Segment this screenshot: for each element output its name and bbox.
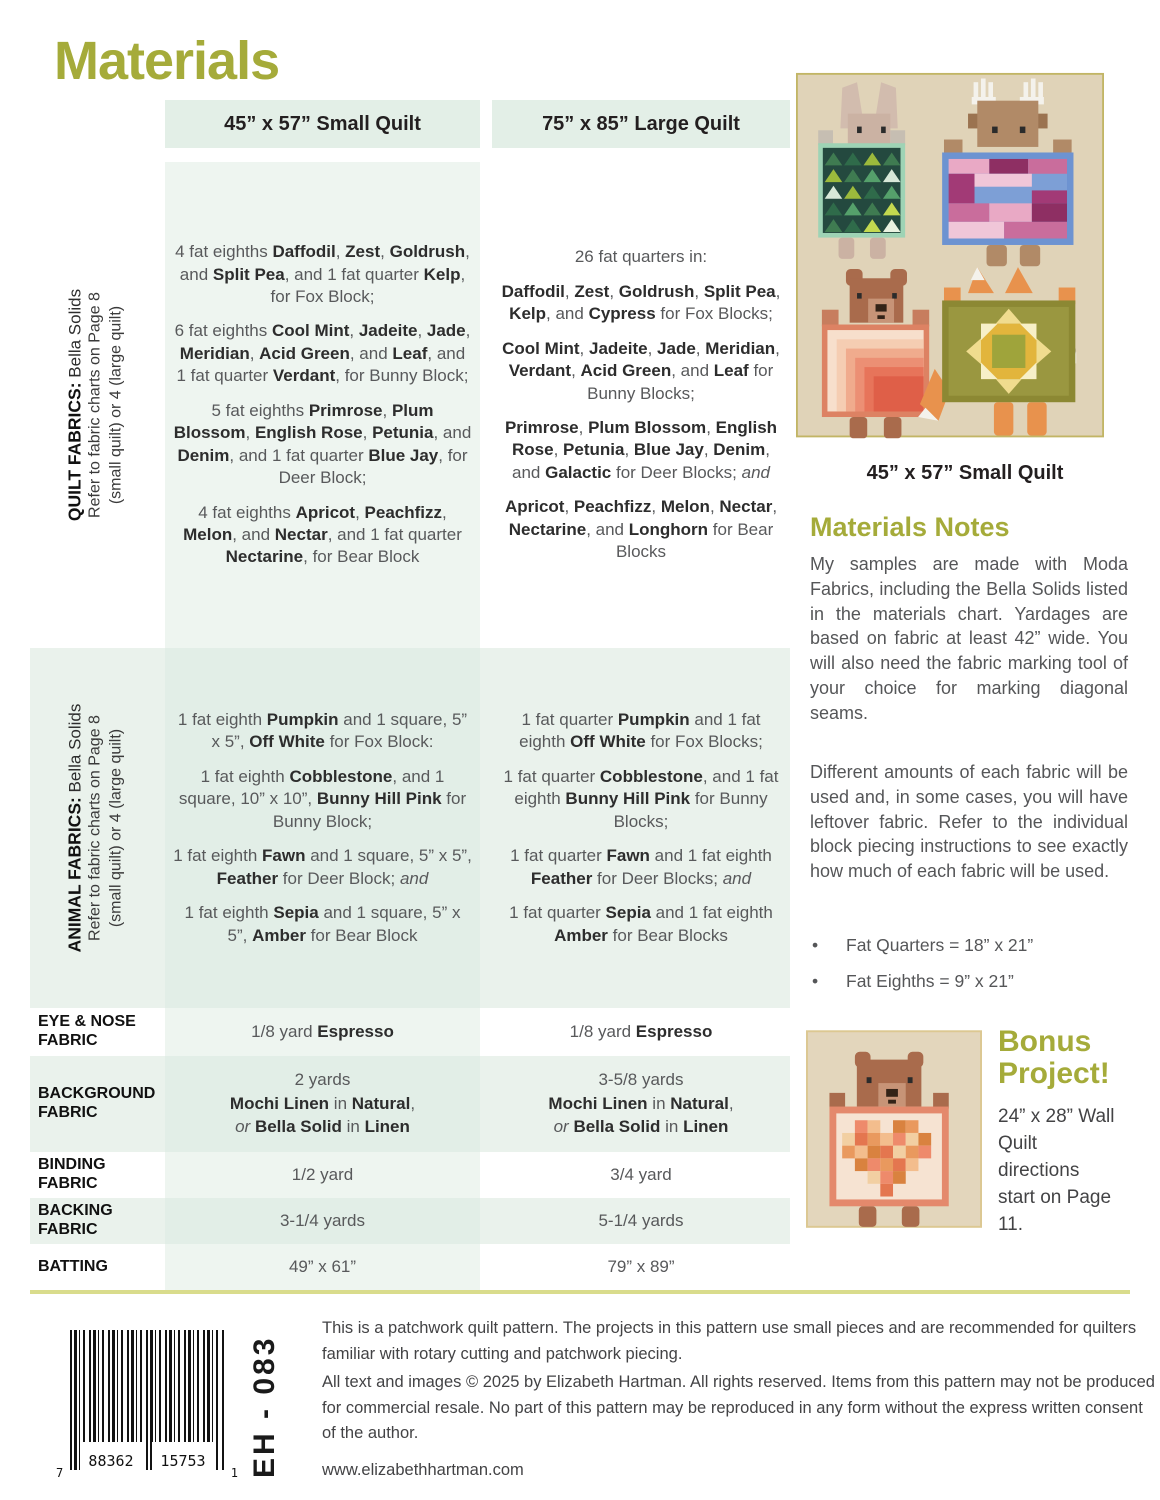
- footer-copyright: All text and images © 2025 by Elizabeth Hartman. All rights reserved. Items from this pattern may not be produced for commercial resale. No part of this pattern may be reproduced in any form without the express written consent of the author.: [322, 1373, 1155, 1443]
- cell-backing-small: 3-1/4 yards: [165, 1198, 480, 1244]
- website-link: www.elizabethhartman.com: [322, 1461, 524, 1479]
- cell-background-large: 3-5/8 yards Mochi Linen in Natural, or Bella Solid in Linen: [548, 1070, 734, 1137]
- bullet-fat-quarters: • Fat Quarters = 18” x 21”: [812, 935, 1034, 955]
- barcode: [56, 1330, 240, 1480]
- cell-background-small: 2 yards Mochi Linen in Natural, or Bella Solid in Linen: [165, 1056, 480, 1152]
- small-quilt-caption: 45” x 57” Small Quilt: [866, 462, 1064, 484]
- cell-binding-small: 1/2 yard: [165, 1152, 480, 1198]
- row-label-backing-fabric: BACKING FABRIC: [38, 1202, 113, 1238]
- cell-eye-nose-large: 1/8 yard Espresso: [569, 1021, 713, 1041]
- row-group-label-animal-fabrics: ANIMAL FABRICS: Bella Solids Refer to fabric charts on Page 8 (small quilt) or 4 (large quilt): [64, 703, 125, 953]
- row-label-eye-nose-fabric: EYE & NOSE FABRIC: [38, 1013, 136, 1049]
- bonus-project-title: Bonus Project!: [998, 1025, 1110, 1091]
- small-quilt-image: [796, 58, 1104, 456]
- row-label-background-fabric: BACKGROUND FABRIC: [38, 1085, 156, 1121]
- bonus-project-text: 24” x 28” Wall Quilt directions start on Page 11.: [998, 1106, 1115, 1235]
- footer-description: This is a patchwork quilt pattern. The projects in this pattern use small pieces and are recommended for quilters familiar with rotary cutting and patchwork piecing.: [322, 1319, 1137, 1363]
- barcode-digits-group1: 88362: [80, 1442, 142, 1470]
- pattern-code: EH - 083: [248, 1335, 281, 1478]
- bonus-project-image: [806, 1030, 982, 1232]
- cell-batting-large: 79” x 89”: [607, 1257, 675, 1277]
- cell-animal-fabrics-small: 1 fat eighth Pumpkin and 1 square, 5” x 5”, Off White for Fox Block: 1 fat eighth Cobblestone, and 1 square, 10” x 10”, Bunny Hill Pink for Bunny Block; 1 fat eighth Fawn and 1 square, 5” x 5”, Feather for Deer Block; and 1 fat eighth Sepia and 1 square, 5” x 5”, Amber for Bear Block: [165, 648, 480, 1008]
- column-header-large-quilt: 75” x 85” Large Quilt: [492, 100, 790, 148]
- cell-batting-small: 49” x 61”: [165, 1244, 480, 1291]
- materials-notes-paragraph-1: My samples are made with Moda Fabrics, including the Bella Solids listed in the materials chart. Yardages are based on fabric at least 42” wide. You will also need the fabric marking tool of your choice for marking diagonal seams.: [810, 554, 1128, 723]
- cell-backing-large: 5-1/4 yards: [598, 1210, 684, 1230]
- row-group-label-quilt-fabrics: QUILT FABRICS: Bella Solids Refer to fabric charts on Page 8 (small quilt) or 4 (large quilt): [64, 288, 125, 522]
- bullet-icon: •: [812, 971, 819, 991]
- cell-eye-nose-small: 1/8 yard Espresso: [165, 1008, 480, 1056]
- barcode-digits-group2: 15753: [152, 1442, 214, 1470]
- column-header-small-quilt: 45” x 57” Small Quilt: [165, 100, 480, 148]
- row-label-binding-fabric: BINDING FABRIC: [38, 1156, 106, 1192]
- barcode-digit-right: 1: [230, 1466, 238, 1480]
- row-label-batting: BATTING: [38, 1258, 108, 1276]
- footer-divider: [30, 1290, 1130, 1294]
- page-title: Materials: [54, 31, 280, 91]
- bullet-fat-eighths: • Fat Eighths = 9” x 21”: [812, 971, 1014, 991]
- materials-notes-paragraph-2: Different amounts of each fabric will be used and, in some cases, you will have leftover fabric. Refer to the individual block piecing instructions to see exactly how much of each fabric will be used.: [810, 762, 1128, 882]
- cell-animal-fabrics-large: 1 fat quarter Pumpkin and 1 fat eighth Off White for Fox Blocks; 1 fat quarter Cobblestone, and 1 fat eighth Bunny Hill Pink for Bunny Blocks; 1 fat quarter Fawn and 1 fat eighth Feather for Deer Blocks; and 1 fat quarter Sepia and 1 fat eighth Amber for Bear Blocks: [503, 710, 779, 945]
- cell-binding-large: 3/4 yard: [610, 1164, 672, 1184]
- bullet-icon: •: [812, 935, 819, 955]
- cell-quilt-fabrics-large: 26 fat quarters in: Daffodil, Zest, Goldrush, Split Pea, Kelp, and Cypress for Fox Blocks; Cool Mint, Jadeite, Jade, Meridian, Verdant, Acid Green, and Leaf for Bunny Blocks; Primrose, Plum Blossom, English Rose, Petunia, Blue Jay, Denim, and Galactic for Deer Blocks; and Apricot, Peachfizz, Melon, Nectar, Nectarine, and Longhorn for Bear Blocks: [501, 247, 781, 562]
- materials-notes-title: Materials Notes: [810, 512, 1010, 542]
- barcode-digit-left: 7: [56, 1466, 64, 1480]
- cell-quilt-fabrics-small: 4 fat eighths Daffodil, Zest, Goldrush, and Split Pea, and 1 fat quarter Kelp, for Fox Block; 6 fat eighths Cool Mint, Jadeite, Jade, Meridian, Acid Green, and Leaf, and 1 fat quarter Verdant, for Bunny Block; 5 fat eighths Primrose, Plum Blossom, English Rose, Petunia, and Denim, and 1 fat quarter Blue Jay, for Deer Block; 4 fat eighths Apricot, Peachfizz, Melon, and Nectar, and 1 fat quarter Nectarine, for Bear Block: [165, 162, 480, 648]
